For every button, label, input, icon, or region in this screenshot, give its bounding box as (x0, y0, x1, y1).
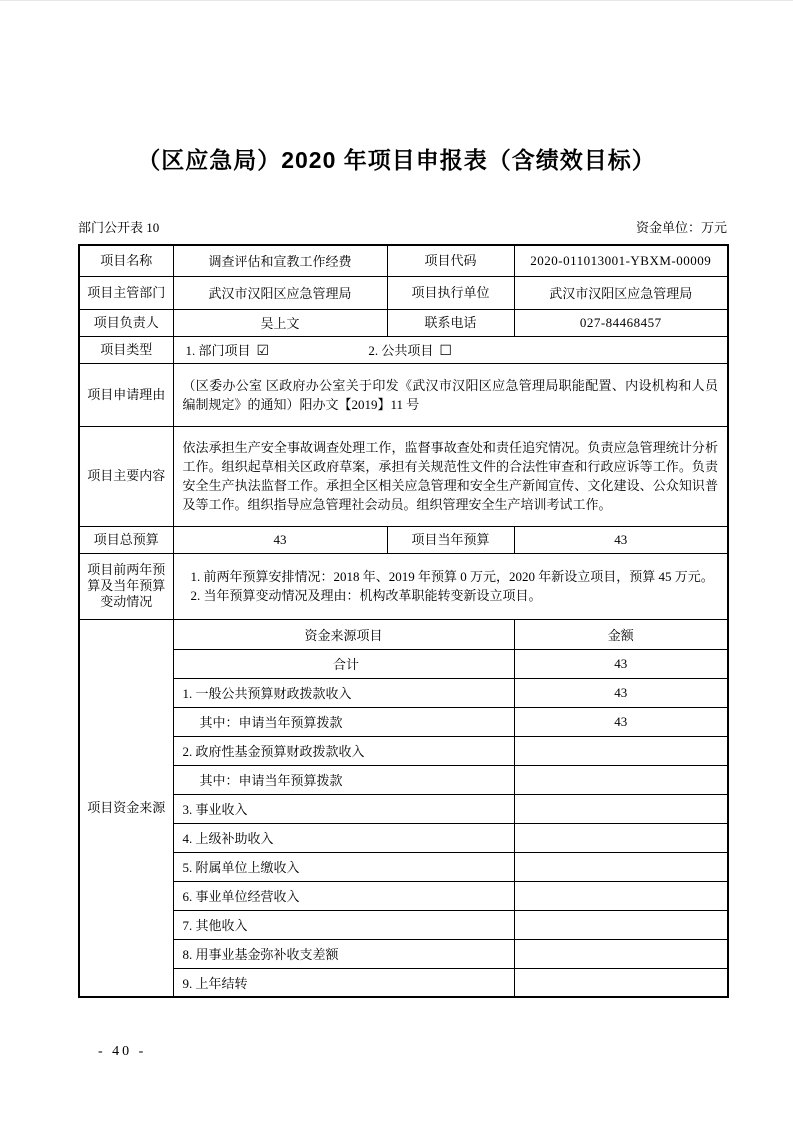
currency-unit-label: 资金单位：万元 (635, 220, 727, 235)
budget-history-line-1: 1. 前两年预算安排情况：2018 年、2019 年预算 0 万元，2020 年新设立项目，预算 45 万元。 (190, 569, 714, 584)
funding-row (79, 968, 728, 997)
phone-label: 联系电话 (387, 309, 514, 336)
project-name-value: 调查评估和宣教工作经费 (173, 245, 387, 276)
funding-item-total: 合计 (173, 649, 514, 678)
project-code-value: 2020-011013001-YBXM-00009 (514, 245, 728, 276)
funding-amount-header: 金额 (514, 619, 728, 649)
funding-amount (514, 794, 728, 823)
budget-history-label: 项目前两年预算及当年预算变动情况 (79, 553, 173, 619)
budget-history-line-2: 2. 当年预算变动情况及理由：机构改革职能转变新设立项目。 (190, 588, 542, 603)
phone-value: 027-84468457 (514, 309, 728, 336)
funding-item: 其中：申请当年预算拨款 (173, 765, 514, 794)
application-reason-text: （区委办公室 区政府办公室关于印发《武汉市汉阳区应急管理局职能配置、内设机构和人员编制规定》的通知）阳办文【2019】11 号 (173, 363, 728, 426)
funding-amount (514, 852, 728, 881)
funding-item: 8. 用事业基金弥补收支差额 (173, 939, 514, 968)
total-budget-label: 项目总预算 (79, 526, 173, 553)
application-form-table (78, 244, 729, 998)
checkbox-unchecked-icon: ☐ (439, 343, 452, 359)
funding-amount: 43 (514, 649, 728, 678)
application-reason-label: 项目申请理由 (79, 363, 173, 426)
table-row (79, 426, 728, 526)
funding-amount (514, 968, 728, 997)
budget-history-text (173, 553, 728, 619)
funding-header-row (79, 619, 728, 649)
table-row (79, 245, 728, 276)
funding-amount: 43 (514, 707, 728, 736)
project-type-label: 项目类型 (79, 336, 173, 363)
funding-row (79, 910, 728, 939)
funding-amount (514, 736, 728, 765)
funding-amount (514, 939, 728, 968)
funding-row (79, 707, 728, 736)
main-content-text: 依法承担生产安全事故调查处理工作，监督事故查处和责任追究情况。负责应急管理统计分析工作。组织起草相关区政府草案，承担有关规范性文件的合法性审查和行政应诉等工作。负责安全生产执法监督工作。承担全区相关应急管理和安全生产新闻宣传、文化建设、公众知识普及等工作。组织指导应急管理社会动员。组织管理安全生产培训考试工作。 (173, 426, 728, 526)
meta-row (78, 217, 727, 236)
funding-amount: 43 (514, 678, 728, 707)
project-leader-label: 项目负责人 (79, 309, 173, 336)
table-row (79, 309, 728, 336)
funding-row (79, 678, 728, 707)
table-row (79, 336, 728, 363)
funding-item: 5. 附属单位上缴收入 (173, 852, 514, 881)
table-row (79, 553, 728, 619)
department-project-option: 1. 部门项目 (185, 342, 251, 358)
funding-item: 1. 一般公共预算财政拨款收入 (173, 678, 514, 707)
form-number-label: 部门公开表 10 (78, 220, 160, 235)
checkbox-checked-icon: ☑ (256, 343, 270, 359)
executing-unit-value: 武汉市汉阳区应急管理局 (514, 276, 728, 309)
table-row (79, 363, 728, 426)
funding-row (79, 736, 728, 765)
funding-item: 其中：申请当年预算拨款 (173, 707, 514, 736)
funding-amount (514, 910, 728, 939)
supervising-dept-value: 武汉市汉阳区应急管理局 (173, 276, 387, 309)
page-number: - 40 - (98, 1044, 147, 1059)
executing-unit-label: 项目执行单位 (387, 276, 514, 309)
funding-item: 9. 上年结转 (173, 968, 514, 997)
funding-item: 6. 事业单位经营收入 (173, 881, 514, 910)
funding-amount (514, 823, 728, 852)
main-content-label: 项目主要内容 (79, 426, 173, 526)
funding-row (79, 765, 728, 794)
project-type-options (173, 336, 728, 363)
table-row (79, 526, 728, 553)
funding-row (79, 939, 728, 968)
page-title: （区应急局）2020 年项目申报表（含绩效目标） (137, 147, 656, 173)
table-row (79, 276, 728, 309)
funding-item: 7. 其他收入 (173, 910, 514, 939)
current-year-budget-value: 43 (514, 526, 728, 553)
funding-item-header: 资金来源项目 (173, 619, 514, 649)
funding-row (79, 649, 728, 678)
funding-row (79, 823, 728, 852)
project-code-label: 项目代码 (387, 245, 514, 276)
funding-amount (514, 881, 728, 910)
funding-source-label: 项目资金来源 (79, 619, 173, 997)
public-project-option: 2. 公共项目 (368, 342, 434, 358)
funding-amount (514, 765, 728, 794)
funding-row (79, 794, 728, 823)
funding-item: 4. 上级补助收入 (173, 823, 514, 852)
funding-item: 2. 政府性基金预算财政拨款收入 (173, 736, 514, 765)
funding-item: 3. 事业收入 (173, 794, 514, 823)
supervising-dept-label: 项目主管部门 (79, 276, 173, 309)
total-budget-value: 43 (173, 526, 387, 553)
project-leader-value: 吴上文 (173, 309, 387, 336)
funding-row (79, 852, 728, 881)
funding-row (79, 881, 728, 910)
project-name-label: 项目名称 (79, 245, 173, 276)
current-year-budget-label: 项目当年预算 (387, 526, 514, 553)
